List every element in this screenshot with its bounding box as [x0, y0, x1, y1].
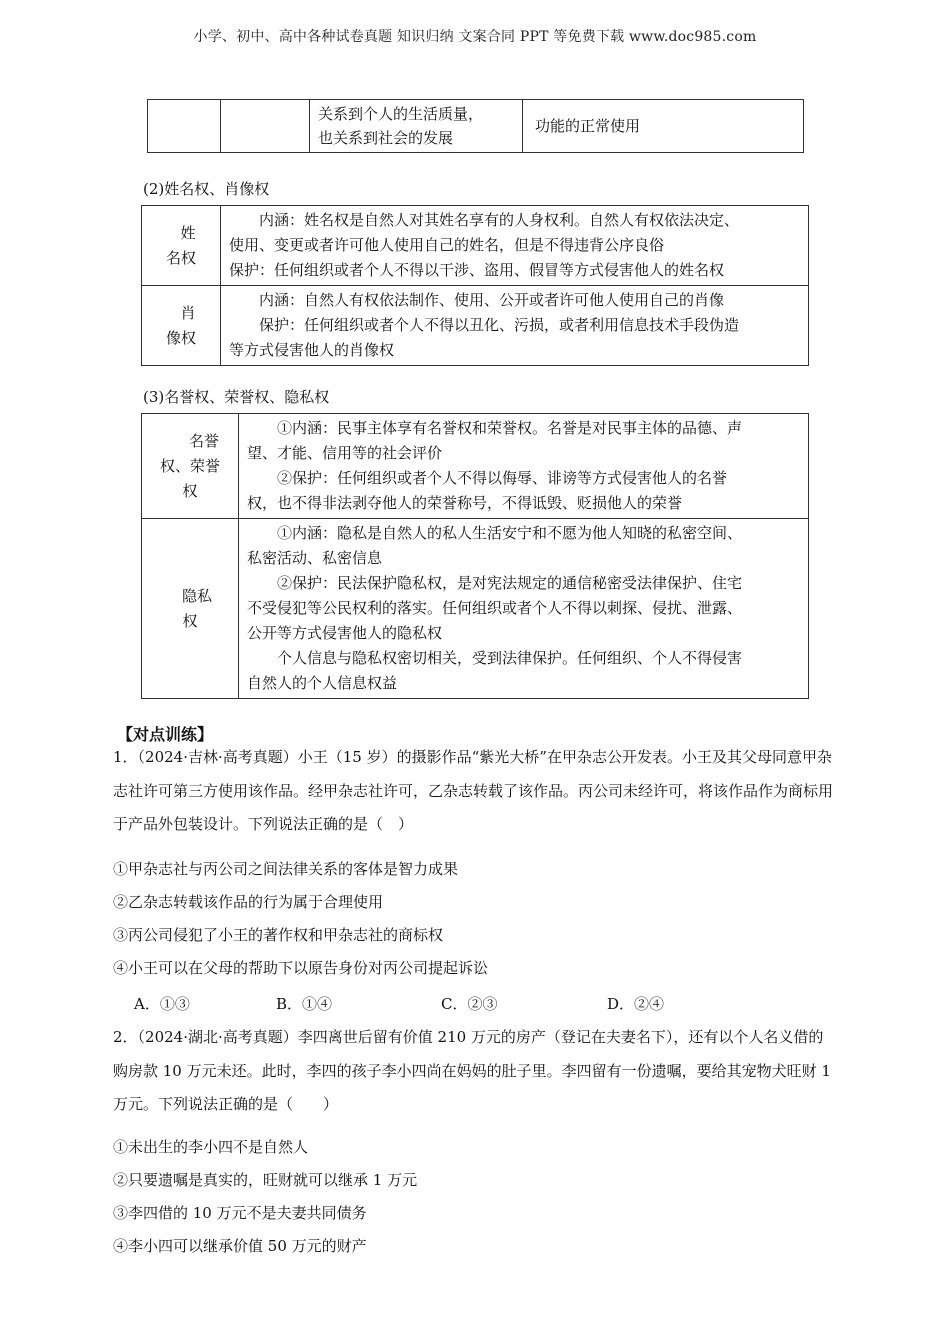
question-1-stem: 1．（2024·吉林·高考真题）小王（15 岁）的摄影作品“紫光大桥”在甲杂志公开发表。小王及其父母同意甲杂志社许可第三方使用该作品。经甲杂志社许可，乙杂志转载了该作品。丙公司未经许可，将该作品作为商标用于产品外包装设计。下列说法正确的是（ ） — [113, 748, 834, 833]
question-1-option-d[interactable]: D．②④ — [607, 995, 665, 1013]
cell-line: 也关系到社会的发展 — [318, 129, 454, 147]
cell-line: 关系到个人的生活质量， — [318, 105, 484, 123]
content-line: 个人信息与隐私权密切相关，受到法律保护。任何组织、个人不得侵害 — [277, 649, 743, 667]
table-cell-significance — [310, 100, 523, 153]
question-2-stem: 2．（2024·湖北·高考真题）李四离世后留有价值 210 万元的房产（登记在夫妻名下），还有以个人名义借的购房款 10 万元未还。此时，李四的孩子李小四尚在妈妈的肚子里。李四留有一份遗嘱，要给其宠物犬旺财 1 万元。下列说法正确的是（ ） — [113, 1028, 831, 1113]
practice-section-title: 【对点训练】 — [117, 725, 214, 744]
question-1-option-c[interactable]: C．②③ — [441, 995, 498, 1013]
content-line: 私密活动、私密信息 — [247, 549, 383, 567]
label-line: 像权 — [165, 328, 196, 347]
label-line: 名誉 — [188, 431, 219, 450]
row-content-portrait-right — [221, 286, 809, 366]
table-continuation — [147, 99, 804, 153]
label-line: 名权 — [165, 248, 196, 267]
content-line: ②保护：民法保护隐私权，是对宪法规定的通信秘密受法律保护、住宅 — [277, 574, 743, 592]
row-label-reputation-honor — [142, 414, 239, 519]
content-line: 望、才能、信用等的社会评价 — [247, 444, 443, 462]
content-line: 内涵：自然人有权依法制作、使用、公开或者许可他人使用自己的肖像 — [259, 291, 725, 309]
table-cell-empty-b — [221, 100, 310, 153]
label-line: 权 — [182, 611, 198, 630]
row-content-privacy — [239, 519, 809, 699]
question-1-item: ②乙杂志转载该作品的行为属于合理使用 — [113, 893, 384, 911]
table-name-portrait-rights — [141, 205, 809, 366]
label-line: 肖 — [180, 303, 196, 322]
table-reputation-honor-privacy — [141, 413, 809, 699]
question-2-item: ②只要遗嘱是真实的，旺财就可以继承 1 万元 — [113, 1171, 418, 1189]
content-line: 保护：任何组织或者个人不得以丑化、污损，或者利用信息技术手段伪造 — [259, 316, 740, 334]
content-line: 不受侵犯等公民权利的落实。任何组织或者个人不得以刺探、侵扰、泄露、 — [247, 599, 743, 617]
content-line: 内涵：姓名权是自然人对其姓名享有的人身权利。自然人有权依法决定、 — [259, 211, 740, 229]
content-line: 保护：任何组织或者个人不得以干涉、盗用、假冒等方式侵害他人的姓名权 — [229, 261, 725, 279]
question-1-option-b[interactable]: B．①④ — [276, 995, 333, 1013]
row-label-privacy — [142, 519, 239, 699]
content-line: 公开等方式侵害他人的隐私权 — [247, 624, 443, 642]
question-1-item: ③丙公司侵犯了小王的著作权和甲杂志社的商标权 — [113, 926, 444, 944]
row-label-portrait-right — [142, 286, 221, 366]
question-1-option-a[interactable]: A．①③ — [134, 995, 190, 1013]
table-cell-function: 功能的正常使用 — [523, 100, 804, 153]
section-title-name-portrait: (2)姓名权、肖像权 — [143, 180, 270, 198]
label-line: 姓 — [180, 223, 196, 242]
content-line: 自然人的个人信息权益 — [247, 674, 398, 692]
question-1-item: ①甲杂志社与丙公司之间法律关系的客体是智力成果 — [113, 860, 459, 878]
question-2-item: ①未出生的李小四不是自然人 — [113, 1138, 309, 1156]
question-1-item: ④小王可以在父母的帮助下以原告身份对丙公司提起诉讼 — [113, 959, 489, 977]
content-line: ①内涵：隐私是自然人的私人生活安宁和不愿为他人知晓的私密空间、 — [277, 524, 743, 542]
section-title-reputation-honor-privacy: (3)名誉权、荣誉权、隐私权 — [143, 388, 330, 406]
label-line: 隐私 — [181, 586, 212, 605]
question-2-item: ③李四借的 10 万元不是夫妻共同债务 — [113, 1204, 367, 1222]
page-header: 小学、初中、高中各种试卷真题 知识归纳 文案合同 PPT 等免费下载 www.doc985.com — [193, 29, 757, 45]
content-line: ①内涵：民事主体享有名誉权和荣誉权。名誉是对民事主体的品德、声 — [277, 419, 743, 437]
question-2-item: ④李小四可以继承价值 50 万元的财产 — [113, 1237, 367, 1255]
content-line: 等方式侵害他人的肖像权 — [229, 341, 395, 359]
label-line: 权、荣誉 — [159, 456, 220, 475]
row-content-name-right — [221, 206, 809, 286]
row-label-name-right — [142, 206, 221, 286]
content-line: 权，也不得非法剥夺他人的荣誉称号，不得诋毁、贬损他人的荣誉 — [247, 494, 683, 512]
content-line: 使用、变更或者许可他人使用自己的姓名，但是不得违背公序良俗 — [229, 236, 665, 254]
label-line: 权 — [182, 481, 198, 500]
row-content-reputation-honor — [239, 414, 809, 519]
content-line: ②保护：任何组织或者个人不得以侮辱、诽谤等方式侵害他人的名誉 — [277, 469, 728, 487]
table-cell-empty-a — [148, 100, 221, 153]
